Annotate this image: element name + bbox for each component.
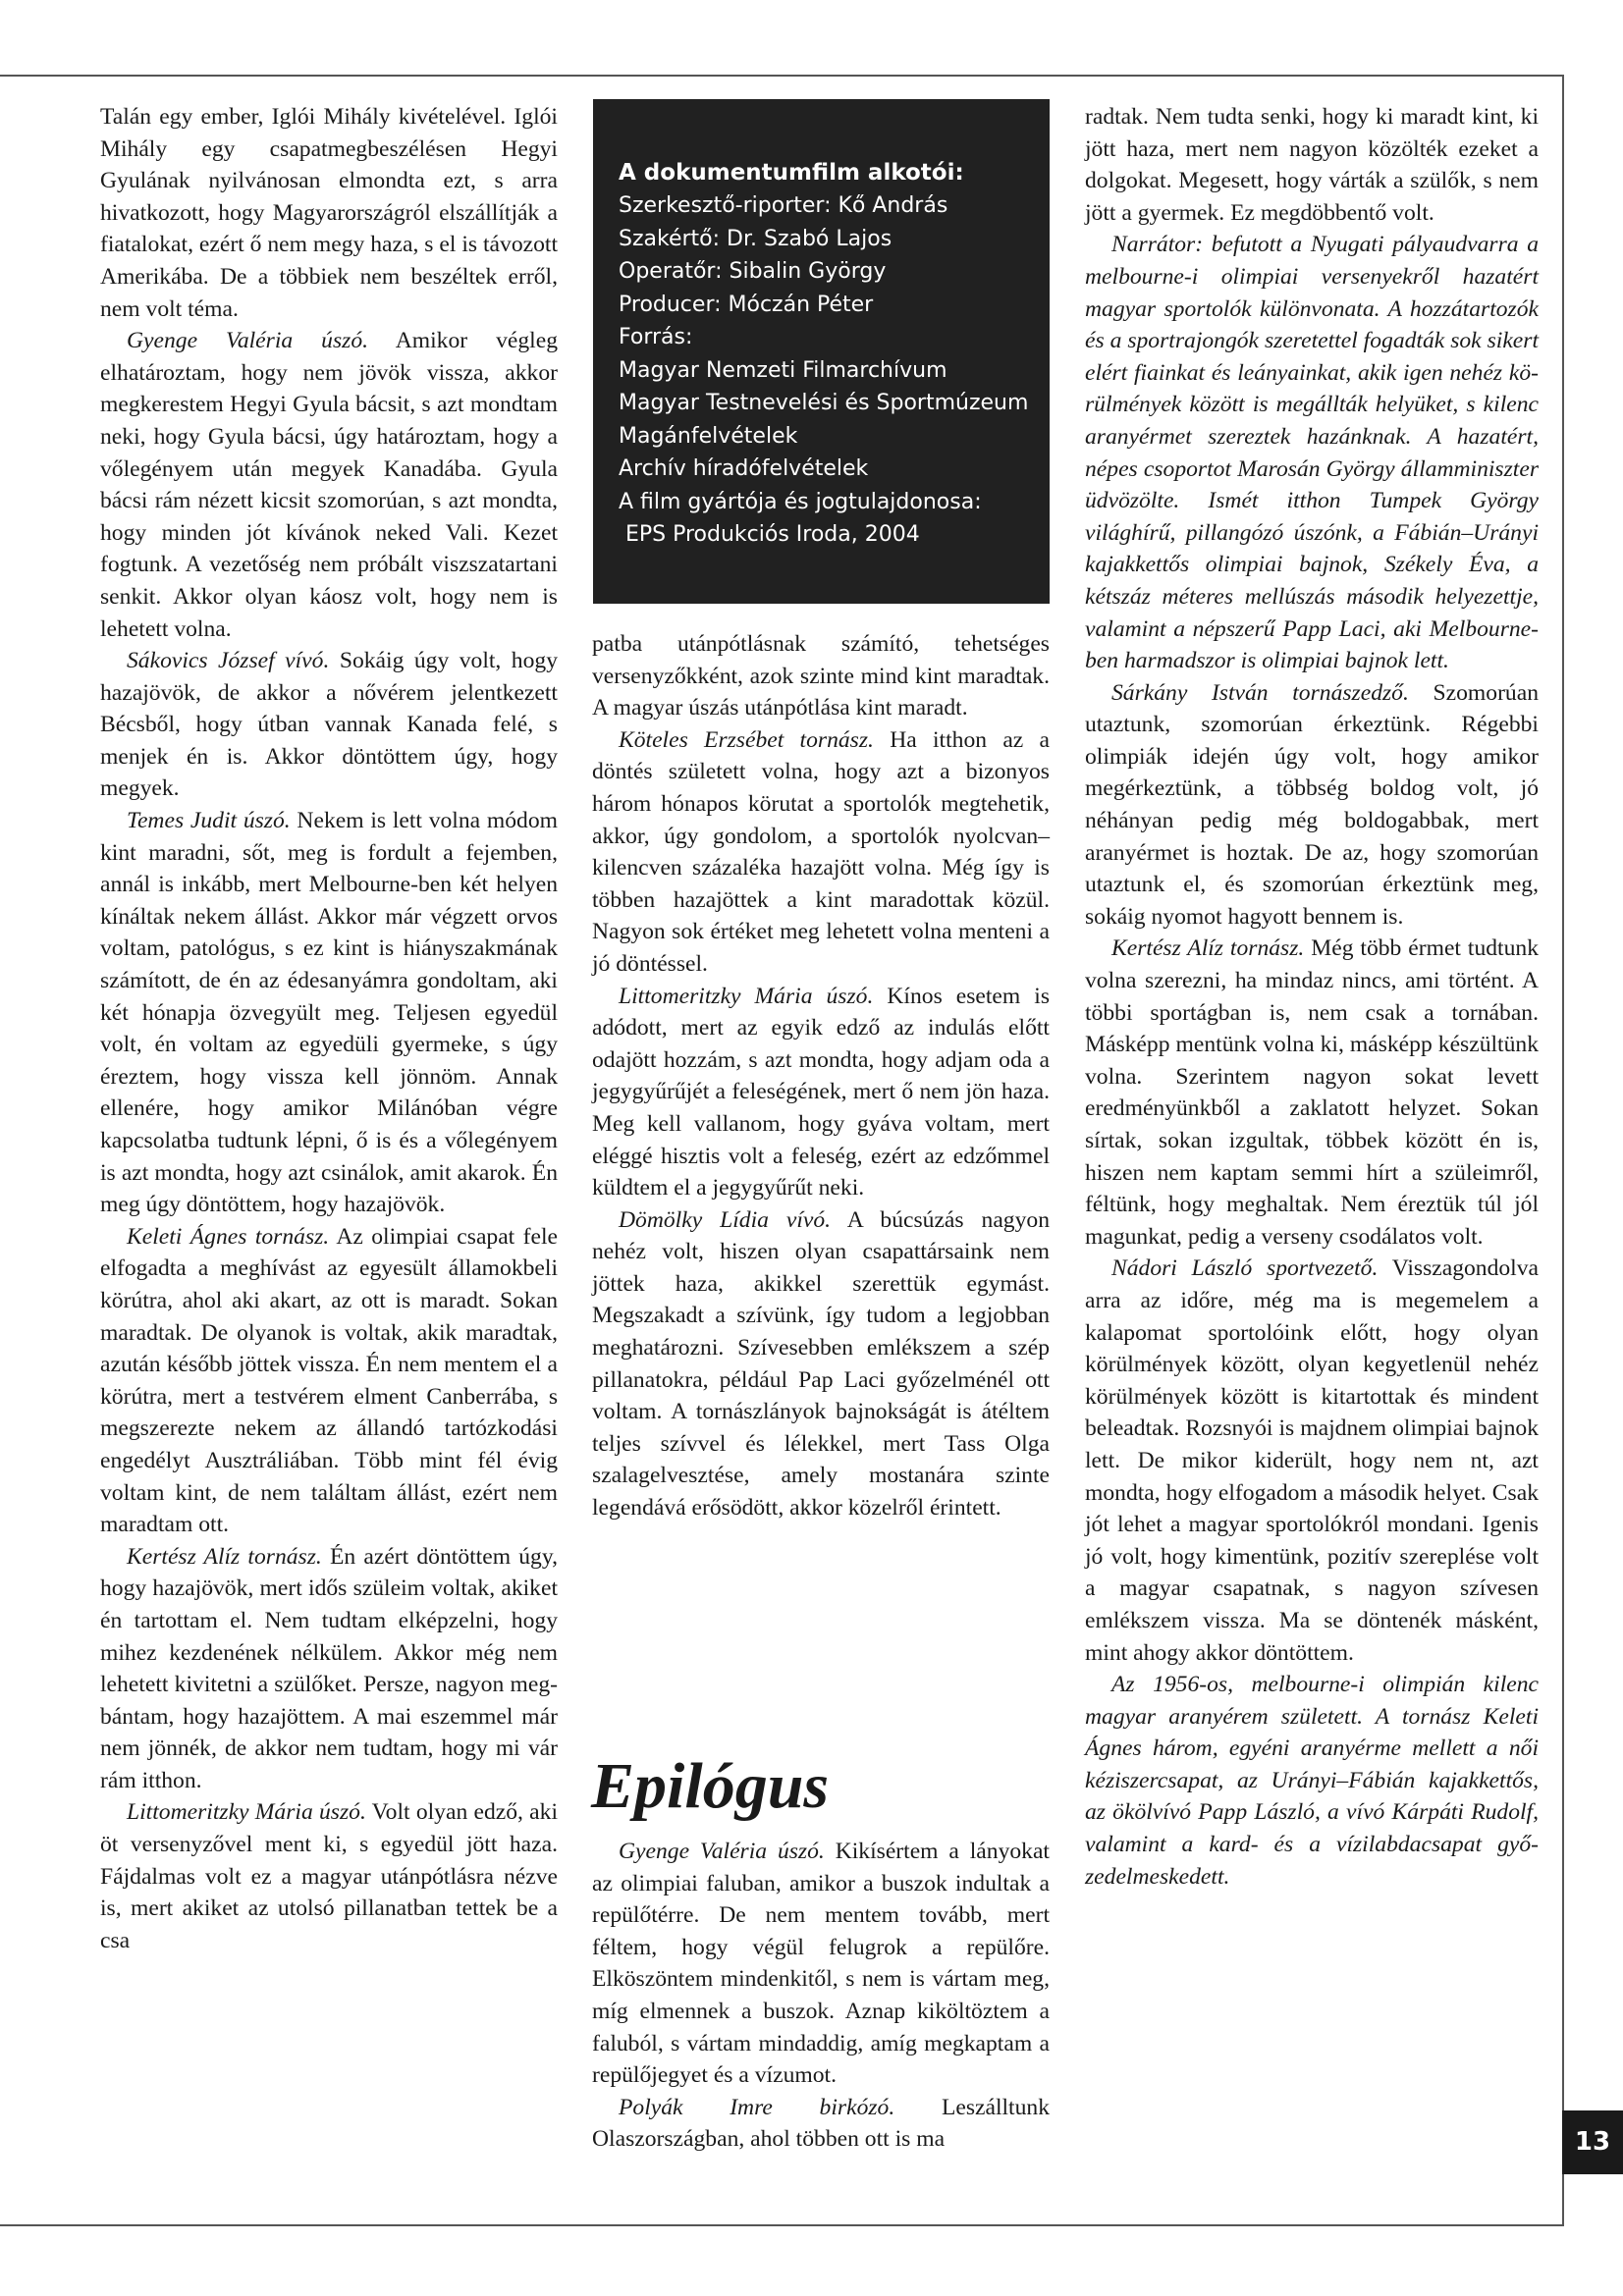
paragraph-text: radtak. Nem tudta senki, hogy ki maradt kint, ki jött haza, mert nem nagyon közölték ezeket a dolgokat. Megesett, hogy várták a szülők, s nem jött a gyermek. Ez megdöbbentő volt. (1085, 104, 1539, 226)
column-right (1085, 101, 1539, 1893)
paragraph (1085, 1253, 1539, 1669)
credits-line: Forrás: (619, 325, 693, 349)
paragraph-text: patba utánpótlásnak számító, tehetséges versenyzőkként, azok szinte mind kint maradtak. A magyar úszás utánpótlása kint maradt. (592, 631, 1050, 721)
credits-line: Magánfelvételek (619, 423, 798, 449)
speaker-name: Littomeritzky Mária úszó. (127, 1799, 366, 1826)
speaker-name: Temes Judit úszó. (127, 808, 291, 834)
credits-line: A film gyártója és jogtulajdonosa: (619, 489, 982, 514)
paragraph-text: A búcsúzás nagyon nehéz volt, hiszen olyan csapattársaink nem jöttek haza, akikkel szerettük egymást. Megszakadt a szívünk, így tudom a legjobban meghatározni. Szívesebben emlékszem a szép pillanatokra, például Pap Laci győzelménél ott voltam. A tornászlányok bajnokságát is átéltem teljes szívvel és lélekkel, mert Tass Olga szalagelvesztése, amely mostanára szinte legendává erősödött, akkor közelről érintett. (592, 1206, 1050, 1522)
page-number: 13 (1562, 2110, 1623, 2174)
paragraph (100, 1221, 558, 1541)
paragraph (592, 628, 1050, 724)
paragraph-text: Ha itthon az a döntés született volna, hogy azt a bizonyos három hónapos körutat a sportolók megtehetik, akkor, úgy gondolom, a sportolók nyolcvan–kilencven százaléka hazajött volna. Még így is többen hazajöttek a kint maradottak közül. Nagyon sok értéket meg lehetett volna menteni a jó döntéssel. (592, 726, 1050, 977)
speaker-name: Dömölky Lídia vívó. (619, 1206, 832, 1233)
speaker-name: Gyenge Valéria úszó. (619, 1839, 825, 1864)
paragraph-text: Kínos esetem is adódott, mert az egyik edző az indulás előtt odajött hozzám, s azt mondta, hogy adjam oda a jegygyűrűjét a feleségének, mert ő nem jön haza. Meg kell vallanom, hogy gyáva voltam, mert eléggé hisztis volt a feleség, ezért az edzőmmel küldtem el a jegygyűrűt neki. (592, 983, 1051, 1201)
paragraph (592, 2092, 1050, 2156)
paragraph (592, 724, 1050, 981)
paragraph-text: Az olimpiai csapat fele elfogadta a meghívást az egyesült államokbeli körútra, ahol aki akart, az ott is maradt. Sokan maradtak. De olyanok is voltak, akik maradtak, azután később jöttek vissza. Én nem mentem el a körútra, mert a testvérem elment Canberrába, s megszerezte nekem az állandó tartózkodási engedélyt Ausztráliában. Több mint fél évig voltam kint, de nem találtam állást, ezért nem maradtam ott. (100, 1223, 558, 1538)
paragraph (100, 325, 558, 645)
paragraph (100, 1541, 558, 1797)
speaker-name: Köteles Erzsébet tornász. (619, 726, 874, 753)
bottom-rule (0, 2224, 1564, 2226)
paragraph (592, 981, 1050, 1204)
paragraph (100, 645, 558, 805)
paragraph-text: Még több érmet tudtunk volna szerezni, ha mindaz nincs, ami történt. A többi sportágban is, nem csak a tornában. Másképp mentünk volna ki, másképp készültünk volna. Szerintem nagyon sokat levett eredményünkből a zaklatott helyzet. Sokan sírtak, sokan izgultak, többek között én is, hiszen nem kaptam semmi hírt a szüleimről, féltünk, hogy meghaltak. Nem éreztük túl jól magunkat, pedig a verseny csodálatos volt. (1085, 935, 1540, 1250)
paragraph-text: Leszálltunk Olaszországban, ahol többen ott is ma (592, 2094, 1051, 2153)
paragraph-text: Sokáig úgy volt, hogy hazajövök, de akkor a nővérem jelentkezett Bécsből, hogy útban vannak Kanada felé, s menjek én is. Akkor döntöttem úgy, hogy megyek. (100, 648, 558, 802)
paragraph-text: Kikísértem a lányokat az olimpiai faluban, amikor a buszok indultak a repülőtérre. De nem mentem tovább, mert féltem, hogy végül felugrok a repülőre. Elköszöntem mindenkitől, s nem is vártam meg, míg elmennek a buszok. Aznap kiköltöztem a faluból, s vártam mindaddig, amíg megkaptam a repülőjegyet és a vízumot. (592, 1839, 1050, 2089)
credits-title: A dokumentumfilm alkotói: (619, 160, 964, 186)
credits-line: Szerkesztő-riporter: Kő András (619, 193, 948, 218)
credits-line: Producer: Móczán Péter (619, 292, 874, 317)
paragraph-text: Volt olyan edző, aki öt versenyzővel ment ki, s egyedül jött haza. Fájdalmas volt ez a magyar utánpótlásra nézve is, mert akiket az utolsó pillanatban tettek be a csa (100, 1799, 559, 1953)
speaker-name: Kertész Alíz tornász. (127, 1543, 322, 1570)
credits-box (593, 99, 1050, 604)
credits-line: Operatőr: Sibalin György (619, 259, 887, 284)
column-left (100, 101, 558, 1956)
speaker-name: Littomeritzky Mária úszó. (619, 983, 874, 1009)
paragraph-text: Visszagondolva arra az időre, még ma is megemelem a kalapomat sportolóink előtt, hogy olyan körülmények között, olyan kegyetlenül nehéz körülmények között is kitartottak és mindent beleadtak. Rozsnyói is majdnem olimpiai bajnok lett. De mikor kiderült, hogy nem nt, azt mondta, hogy elfogadom a második helyet. Csak jót lehet a magyar sportolókról mondani. Igenis jó volt, hogy kimentünk, pozitív szereplése volt a magyar csapatnak, s nagyon szívesen emlékszem vissza. Ma se döntenék másként, mint ahogy akkor döntöttem. (1085, 1255, 1539, 1666)
paragraph (1085, 933, 1539, 1253)
speaker-name: Kertész Alíz tornász. (1111, 935, 1305, 962)
credits-line: EPS Produkciós Iroda, 2004 (619, 522, 920, 547)
speaker-name: Sákovics József vívó. (127, 648, 330, 674)
paragraph (100, 805, 558, 1221)
speaker-name: Polyák Imre birkózó. (619, 2094, 895, 2120)
paragraph (100, 101, 558, 325)
epilogue-heading: Epilógus (591, 1750, 830, 1822)
paragraph (1085, 101, 1539, 229)
paragraph-text: Szomorúan utaztunk, szomorúan érkeztünk. Régebbi olimpiák idején úgy volt, hogy amikor megérkeztünk, a többség boldog volt, jó néhányan pedig még boldogabbak, mert aranyérmet is hoztak. De az, hogy szomorúan utaztunk el, és szomorúan érkeztünk meg, sokáig nyomot hagyott bennem is. (1085, 679, 1539, 930)
paragraph (592, 1204, 1050, 1524)
paragraph (1085, 229, 1539, 676)
narration-text: Narrátor: befutott a Nyugati pályaudvarra a melbourne-i olimpiai versenyekről hazatért magyar sportolók különvonata. A hozzátartozók és a sportrajongók szeretettel fogadták sok sikert elért fiainkat és leányainkat, akik igen nehéz körülmények között is megállták helyüket, s kilenc aranyérmet szereztek hazánknak. A hazatért, népes csoportot Marosán György államminiszter üdvözölte. Ismét itthon Tumpek György világhírű, pillangózó úszónk, a Fábián–Urányi kajakkettős olimpiai bajnok, Székely Éva, a kétszáz méteres mellúszás második helyezettje, valamint a népszerű Papp Laci, aki Melbourne-ben harmadszor is olimpiai bajnok lett. (1085, 232, 1539, 674)
paragraph-text: Nekem is lett volna módom kint maradni, sőt, meg is fordult a fejemben, annál is inkább, mert Melbourne-ben két helyen kínáltak nekem állást. Akkor már végzett orvos voltam, patológus, s ez kint is hiányszakmának számított, de én az édesanyámra gondoltam, aki két hónapja özvegyült meg. Teljesen egyedül volt, én voltam az egyedüli gyermeke, s úgy éreztem, hogy vissza kell jönnöm. Annak ellenére, hogy amikor Milánóban végre kapcsolatba tudtunk lépni, ő is és a vőlegényem is azt mondta, hogy azt csinálok, amit akarok. Én meg úgy döntöttem, hogy hazajövök. (100, 808, 558, 1218)
paragraph-text: Amikor végleg elhatároztam, hogy nem jövök vissza, akkor megkerestem Hegyi Gyula bácsit, s azt mondtam neki, hogy Gyula bácsi, úgy határoztam, hogy a vőlegényem után megyek Kanadába. Gyula bácsi rám nézett kicsit szomorúan, s azt mondta, hogy minden jót kívánok neked Vali. Kezet fogtunk. A vezetőség nem próbált viszszatartani senkit. Akkor olyan káosz volt, hogy nem is lehetett volna. (100, 328, 559, 642)
paragraph-text: Én azért döntöttem úgy, hogy hazajövök, mert idős szüleim voltak, akiket én tartottam el. Nem tudtam elképzelni, hogy mihez kezdenének nélkülem. Akkor még nem lehetett kivitetni a szülőket. Persze, nagyon megbántam, hogy hazajöttem. A mai eszemmel már nem jönnék, de akkor nem tudtam, hogy mi vár rám itthon. (100, 1543, 558, 1793)
column-middle-epilogue (592, 1836, 1050, 2156)
credits-line: Magyar Testnevelési és Sportmúzeum (619, 391, 1029, 415)
speaker-name: Keleti Ágnes tornász. (127, 1223, 330, 1250)
credits-line: Szakértő: Dr. Szabó Lajos (619, 226, 893, 251)
narration-text: Az 1956-os, melbourne-i olimpián kilenc magyar aranyérem született. A tornász Keleti Ágnes három, egyéni aranyérme mellett a női kéziszercsapat, az Urányi–Fábián kajakkettős, az ökölvívó Papp László, a vívó Kárpáti Rudolf, valamint a kard- és a vízilabdacsapat győzedelmeskedett. (1085, 1672, 1539, 1890)
paragraph (1085, 1669, 1539, 1893)
speaker-name: Nádori László sportvezető. (1111, 1255, 1379, 1282)
speaker-name: Gyenge Valéria úszó. (127, 328, 369, 354)
speaker-name: Sárkány István tornászedző. (1111, 679, 1409, 706)
column-middle (592, 628, 1050, 1524)
top-rule (0, 75, 1564, 77)
paragraph (592, 1836, 1050, 2092)
credits-line: Archív híradófelvételek (619, 456, 869, 481)
credits-line: Magyar Nemzeti Filmarchívum (619, 357, 947, 383)
right-rule (1562, 75, 1564, 2224)
paragraph (1085, 677, 1539, 934)
paragraph-text: Talán egy ember, Iglói Mihály kivételével. Iglói Mihály egy csapatmegbeszélésen Hegyi Gyulának nyilvánosan elmondta ezt, s arra hivatkozott, hogy Magyarországról elszállítják a fiatalokat, ezért ő nem megy haza, s el is távozott Amerikába. De a többiek nem beszéltek erről, nem volt téma. (100, 104, 558, 322)
paragraph (100, 1796, 558, 1956)
